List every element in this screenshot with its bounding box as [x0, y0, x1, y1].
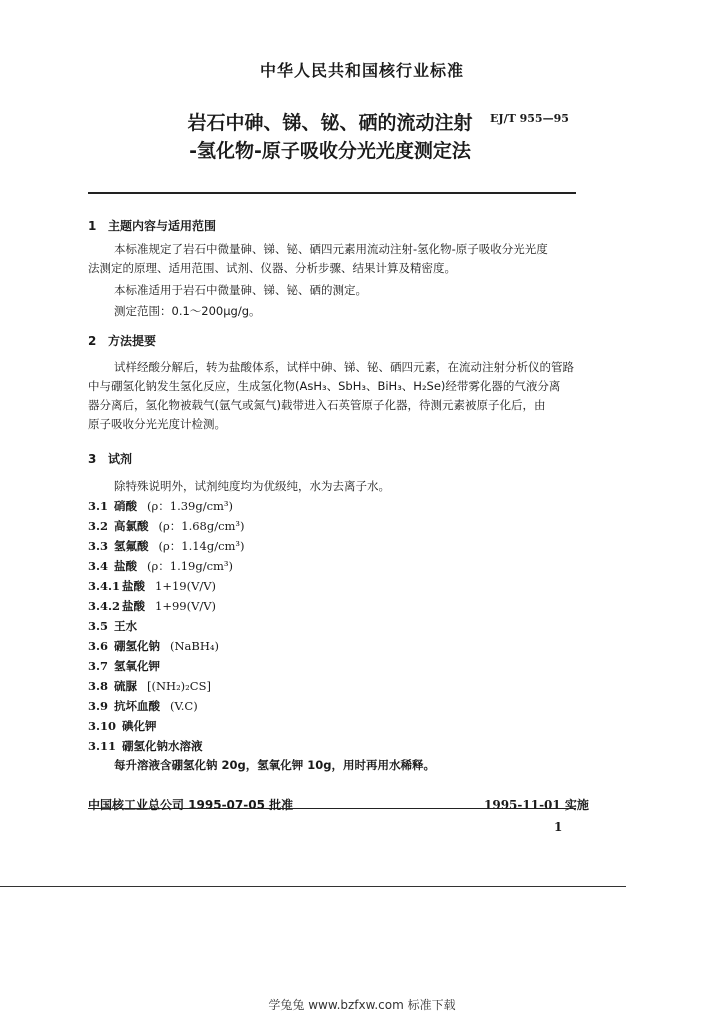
page-number: 1: [554, 820, 563, 834]
section-title: 方法提要: [108, 334, 157, 348]
section-1-range: 测定范围：0.1～200μg/g。: [114, 304, 261, 318]
reagent-item: 3.9 抗坏血酸 (V.C): [88, 699, 198, 713]
reagent-item: 3.4.2 盐酸 1+99(V/V): [88, 599, 217, 613]
section-title: 试剂: [108, 452, 133, 466]
standard-code: EJ/T 955—95: [490, 112, 569, 125]
paragraph-line: 中与硼氢化钠发生氢化反应，生成氢化物(AsH₃、SbH₃、BiH₃、H₂Se)经带雾化器的气液分离: [88, 379, 561, 393]
section-1-heading: [88, 217, 216, 234]
standard-organization: 中华人民共和国核行业标准: [259, 61, 464, 80]
footer-divider: [88, 808, 576, 809]
section-2-heading: [88, 332, 156, 349]
reagent-item: 3.2 高氯酸 (ρ：1.68g/cm³): [88, 519, 245, 533]
section-title: 主题内容与适用范围: [108, 219, 217, 233]
reagent-item: 3.6 硼氢化钠 (NaBH₄): [88, 639, 219, 653]
section-2-paragraph: [88, 358, 580, 434]
section-3-intro: 除特殊说明外，试剂纯度均为优级纯，水为去离子水。: [114, 479, 390, 493]
effective-date: 1995-11-01 实施: [484, 798, 589, 812]
section-number: 3: [88, 452, 97, 466]
approval-date: 中国核工业总公司 1995-07-05 批准: [88, 798, 294, 812]
section-number: 1: [88, 219, 97, 233]
reagent-item: 3.4.1 盐酸 1+19(V/V): [88, 579, 217, 593]
paragraph-line: 法测定的原理、适用范围、试剂、仪器、分析步骤、结果计算及精密度。: [88, 261, 456, 275]
reagent-item: 3.5 王水: [88, 619, 137, 633]
section-number: 2: [88, 334, 97, 348]
document-title-line-2: -氢化物-原子吸收分光光度测定法: [189, 140, 471, 162]
header-divider: [88, 192, 576, 194]
section-1-paragraph: [88, 240, 580, 278]
reagent-note: 每升溶液含硼氢化钠 20g，氢氧化钾 10g，用时再用水稀释。: [114, 758, 435, 772]
reagent-item: 3.10 碘化钾: [88, 719, 157, 733]
reagent-item: 3.1 硝酸 (ρ：1.39g/cm³): [88, 499, 234, 513]
reagent-item: 3.11 硼氢化钠水溶液: [88, 739, 203, 753]
section-1-scope: 本标准适用于岩石中微量砷、锑、铋、硒的测定。: [114, 283, 367, 297]
reagent-item: 3.8 硫脲 [(NH₂)₂CS]: [88, 679, 211, 693]
reagent-item: 3.4 盐酸 (ρ：1.19g/cm³): [88, 559, 234, 573]
reagent-item: 3.7 氢氧化钾: [88, 659, 160, 673]
paragraph-line: 原子吸收分光光度计检测。: [88, 417, 226, 431]
scan-edge-line: [0, 886, 626, 887]
site-watermark: 学兔兔 www.bzfxw.com 标准下载: [268, 998, 456, 1012]
paragraph-line: 试样经酸分解后，转为盐酸体系，试样中砷、锑、铋、硒四元素，在流动注射分析仪的管路: [114, 360, 574, 374]
paragraph-line: 本标准规定了岩石中微量砷、锑、铋、硒四元素用流动注射-氢化物-原子吸收分光光度: [114, 242, 548, 256]
section-3-heading: [88, 450, 132, 467]
paragraph-line: 器分离后，氢化物被载气(氩气或氮气)载带进入石英管原子化器，待测元素被原子化后，由: [88, 398, 546, 412]
reagent-item: 3.3 氢氟酸 (ρ：1.14g/cm³): [88, 539, 245, 553]
document-title-line-1: 岩石中砷、锑、铋、硒的流动注射: [187, 112, 473, 134]
